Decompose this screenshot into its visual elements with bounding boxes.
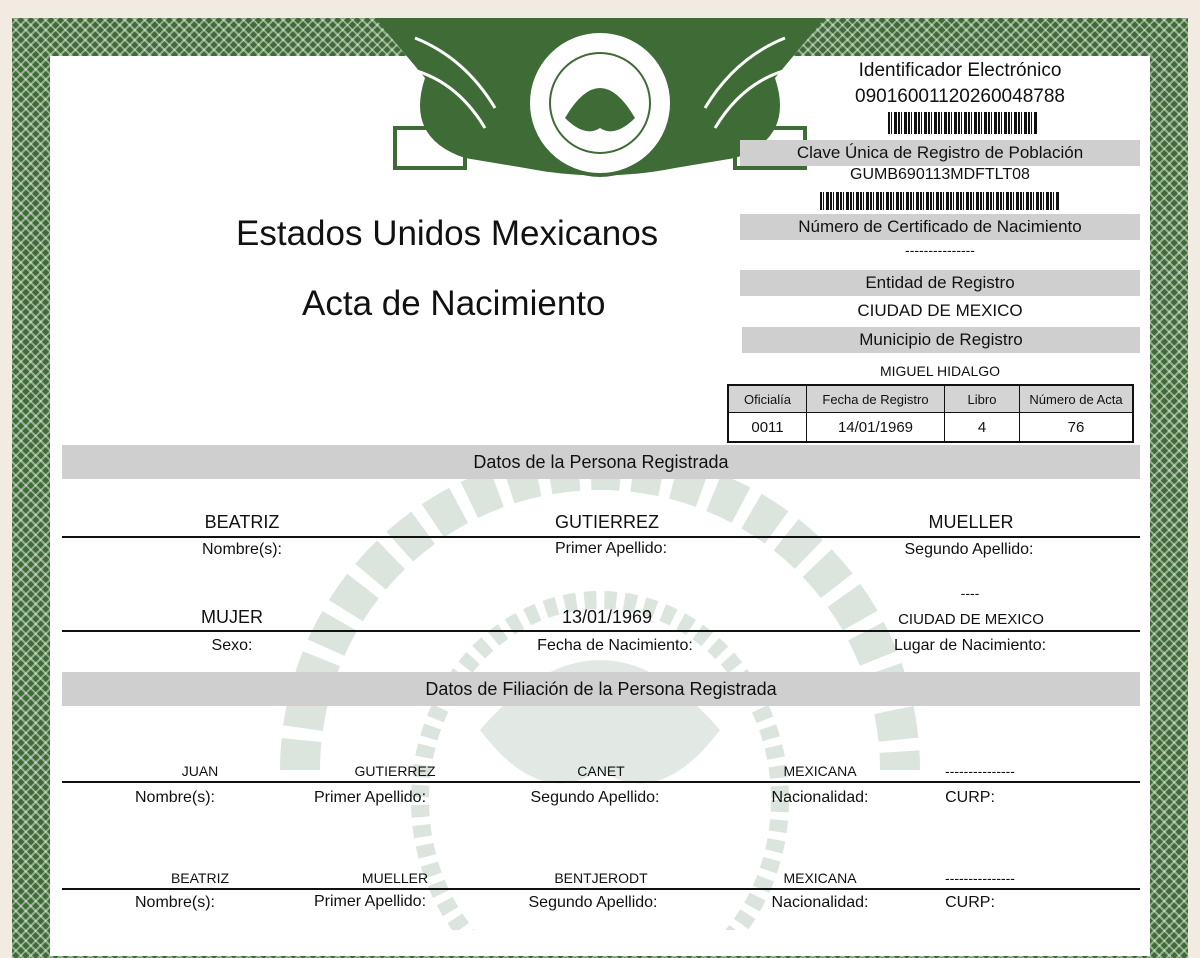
country-heading: Estados Unidos Mexicanos [236, 214, 659, 253]
parent2-segundo-apellido-value: BENTJERODT [554, 870, 648, 886]
libro-value: 4 [945, 413, 1020, 443]
persona-fecha-nacimiento-label: Fecha de Nacimiento: [537, 637, 693, 654]
registro-table-header [728, 385, 1133, 413]
persona-section-header: Datos de la Persona Registrada [62, 445, 1140, 479]
certificado-value: --------------- [905, 242, 975, 258]
divider [62, 888, 1140, 890]
divider [62, 781, 1140, 783]
persona-nombre-value: BEATRIZ [204, 512, 280, 532]
certificado-label: Número de Certificado de Nacimiento [740, 214, 1140, 240]
parent1-primer-apellido-value: GUTIERREZ [354, 763, 436, 779]
parent2-curp-label: CURP: [945, 894, 995, 911]
parent1-primer-apellido-label: Primer Apellido: [313, 789, 427, 806]
fecha-registro-header: Fecha de Registro [807, 385, 945, 413]
persona-segundo-apellido-value: MUELLER [928, 512, 1014, 532]
parent2-nacionalidad-label: Nacionalidad: [771, 894, 869, 911]
entidad-value: CIUDAD DE MEXICO [857, 301, 1023, 320]
persona-lugar-nacimiento-value: CIUDAD DE MEXICO [898, 611, 1044, 628]
oficialia-header: Oficialía [728, 385, 807, 413]
lugar-nacimiento-extra: ---- [960, 585, 980, 601]
parent1-nacionalidad-value: MEXICANA [783, 763, 857, 779]
divider [62, 630, 1140, 632]
registro-table [727, 384, 1134, 443]
parent1-curp-label: CURP: [945, 789, 995, 806]
parent1-segundo-apellido-value: CANET [577, 763, 625, 779]
parent1-curp-value: --------------- [945, 763, 1015, 779]
libro-header: Libro [945, 385, 1020, 413]
parent2-primer-apellido-value: MUELLER [361, 870, 429, 886]
municipio-label: Municipio de Registro [742, 327, 1140, 353]
persona-primer-apellido-label: Primer Apellido: [554, 540, 668, 557]
document-title: Acta de Nacimiento [302, 284, 606, 323]
parent2-curp-value: --------------- [945, 870, 1015, 886]
parent1-nombre-label: Nombre(s): [134, 789, 215, 806]
fecha-registro-value: 14/01/1969 [807, 413, 945, 443]
curp-barcode [820, 192, 1060, 210]
numero-acta-header: Número de Acta [1020, 385, 1134, 413]
parent1-segundo-apellido-label: Segundo Apellido: [530, 789, 660, 806]
entidad-label: Entidad de Registro [740, 270, 1140, 296]
parent2-nacionalidad-value: MEXICANA [783, 870, 857, 886]
persona-nombre-label: Nombre(s): [201, 541, 282, 558]
numero-acta-value: 76 [1020, 413, 1134, 443]
parent2-nombre-label: Nombre(s): [134, 894, 215, 911]
identificador-label: Identificador Electrónico [858, 60, 1062, 81]
filiacion-section-header: Datos de Filiación de la Persona Registrada [62, 672, 1140, 706]
curp-label: Clave Única de Registro de Población [740, 140, 1140, 166]
oficialia-value: 0011 [728, 413, 807, 443]
identificador-value: 09016001120260048788 [855, 86, 1065, 107]
municipio-value: MIGUEL HIDALGO [879, 363, 1001, 379]
identificador-barcode [888, 112, 1038, 134]
persona-fecha-nacimiento-value: 13/01/1969 [561, 607, 653, 627]
parent2-segundo-apellido-label: Segundo Apellido: [528, 894, 658, 911]
parent1-nombre-value: JUAN [181, 763, 219, 779]
persona-sexo-value: MUJER [201, 607, 263, 627]
persona-primer-apellido-value: GUTIERREZ [554, 512, 659, 532]
persona-segundo-apellido-label: Segundo Apellido: [904, 541, 1034, 558]
parent2-nombre-value: BEATRIZ [170, 870, 230, 886]
parent2-primer-apellido-label: Primer Apellido: [313, 893, 427, 910]
registro-table-row [728, 413, 1133, 443]
persona-lugar-nacimiento-label: Lugar de Nacimiento: [893, 637, 1047, 654]
divider [62, 536, 1140, 538]
persona-sexo-label: Sexo: [211, 637, 253, 654]
parent1-nacionalidad-label: Nacionalidad: [771, 789, 869, 806]
curp-value: GUMB690113MDFTLT08 [850, 166, 1030, 183]
